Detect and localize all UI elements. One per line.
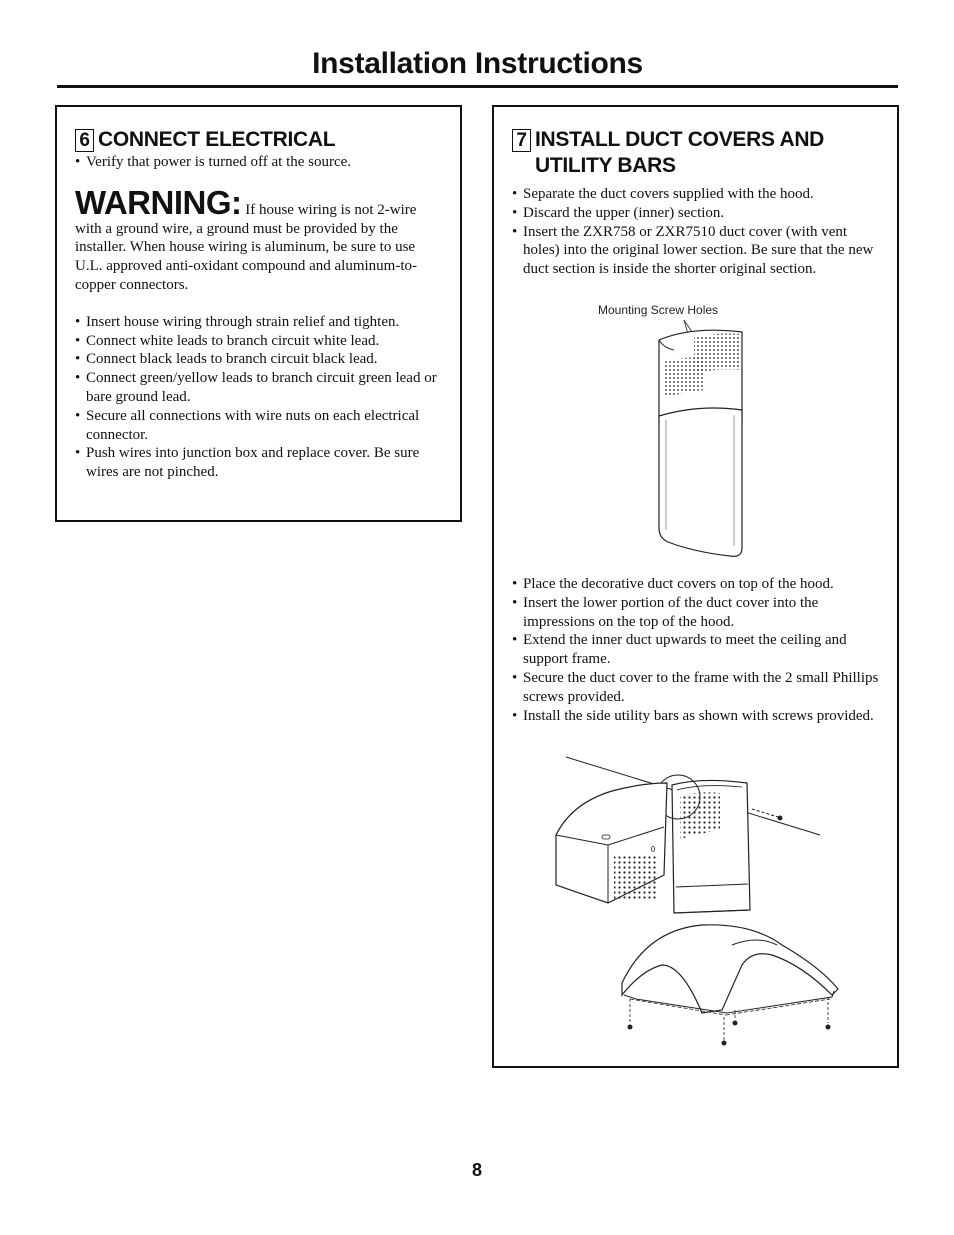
warning-word: WARNING: bbox=[75, 183, 242, 221]
warning-block bbox=[75, 183, 442, 295]
list-item: • Discard the upper (inner) section. bbox=[512, 204, 881, 223]
step7-title: INSTALL DUCT COVERS AND UTILITY BARS bbox=[535, 128, 825, 177]
step7-bullets-top bbox=[512, 185, 881, 279]
page-title: Installation Instructions bbox=[312, 47, 643, 80]
list-item: • Install the side utility bars as shown with screws provided. bbox=[512, 707, 882, 726]
list-item: • Extend the inner duct upwards to meet the ceiling and support frame. bbox=[512, 631, 882, 669]
step7-heading bbox=[512, 127, 881, 179]
step6-pre-bullets bbox=[75, 153, 442, 172]
list-item: • Secure all connections with wire nuts on each electrical connector. bbox=[75, 407, 442, 445]
list-item: • Place the decorative duct covers on top of the hood. bbox=[512, 575, 882, 594]
list-item: • Verify that power is turned off at the source. bbox=[75, 153, 442, 172]
page-number: 8 bbox=[471, 1160, 482, 1180]
hood-assembly-figure bbox=[552, 755, 842, 1055]
step6-heading bbox=[75, 127, 442, 153]
list-item: • Connect green/yellow leads to branch circuit green lead or bare ground lead. bbox=[75, 369, 442, 407]
title-rule bbox=[57, 85, 898, 88]
list-item: • Secure the duct cover to the frame with the 2 small Phillips screws provided. bbox=[512, 669, 882, 707]
list-item: • Insert house wiring through strain relief and tighten. bbox=[75, 313, 442, 332]
mounting-screw-holes-label: Mounting Screw Holes bbox=[598, 303, 719, 317]
step7-number: 7 bbox=[512, 129, 531, 152]
list-item: • Push wires into junction box and replace cover. Be sure wires are not pinched. bbox=[75, 444, 442, 482]
list-item: • Separate the duct covers supplied with the hood. bbox=[512, 185, 881, 204]
list-item: • Connect white leads to branch circuit white lead. bbox=[75, 332, 442, 351]
step7-bullets-bottom bbox=[512, 575, 882, 725]
duct-cover-figure bbox=[644, 320, 754, 560]
list-item: • Insert the lower portion of the duct cover into the impressions on the top of the hood. bbox=[512, 594, 882, 632]
warning-text: If house wiring is not 2-wire with a ground wire, a ground must be provided by the installer. When house wiring is aluminum, be sure to use U.L. approved anti-oxidant compound and aluminum-to-copper connectors. bbox=[75, 201, 418, 293]
step6-panel bbox=[55, 105, 462, 522]
step6-number: 6 bbox=[75, 129, 94, 152]
step6-title: CONNECT ELECTRICAL bbox=[98, 128, 336, 151]
list-item: • Connect black leads to branch circuit black lead. bbox=[75, 350, 442, 369]
step7-panel bbox=[492, 105, 899, 1068]
list-item: • Insert the ZXR758 or ZXR7510 duct cover (with vent holes) into the original lower section. Be sure that the new duct section is inside the shorter original section. bbox=[512, 223, 881, 279]
step6-bullets bbox=[75, 313, 442, 482]
